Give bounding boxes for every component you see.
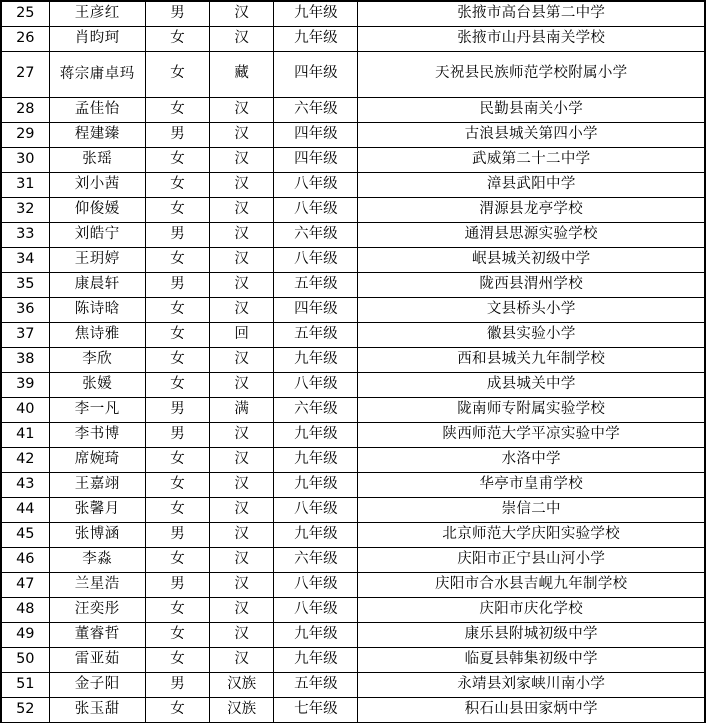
- table-row: [1, 697, 705, 722]
- cell-ethnicity: 汉: [210, 372, 274, 397]
- cell-name: 张博涵: [49, 522, 145, 547]
- cell-ethnicity: 汉: [210, 197, 274, 222]
- table-row: [1, 622, 705, 647]
- cell-grade: 六年级: [274, 397, 358, 422]
- cell-index: 33: [1, 222, 49, 247]
- cell-grade: 六年级: [274, 222, 358, 247]
- table-row: [1, 597, 705, 622]
- cell-ethnicity: 汉: [210, 647, 274, 672]
- table-row: [1, 372, 705, 397]
- cell-index: 37: [1, 322, 49, 347]
- cell-index: 51: [1, 672, 49, 697]
- cell-index: 31: [1, 172, 49, 197]
- cell-index: 30: [1, 147, 49, 172]
- cell-ethnicity: 汉: [210, 622, 274, 647]
- cell-school: 漳县武阳中学: [358, 172, 705, 197]
- cell-index: 39: [1, 372, 49, 397]
- table-row: [1, 26, 705, 51]
- table-row: [1, 397, 705, 422]
- cell-index: 50: [1, 647, 49, 672]
- cell-grade: 八年级: [274, 372, 358, 397]
- cell-index: 45: [1, 522, 49, 547]
- cell-grade: 四年级: [274, 51, 358, 97]
- cell-school: 天祝县民族师范学校附属小学: [358, 51, 705, 97]
- cell-sex: 女: [145, 472, 209, 497]
- cell-school: 积石山县田家炳中学: [358, 697, 705, 722]
- cell-index: 42: [1, 447, 49, 472]
- cell-grade: 八年级: [274, 197, 358, 222]
- cell-school: 陇南师专附属实验学校: [358, 397, 705, 422]
- cell-index: 40: [1, 397, 49, 422]
- cell-index: 43: [1, 472, 49, 497]
- cell-grade: 六年级: [274, 97, 358, 122]
- cell-school: 通渭县思源实验学校: [358, 222, 705, 247]
- cell-school: 水洛中学: [358, 447, 705, 472]
- cell-grade: 八年级: [274, 497, 358, 522]
- cell-grade: 八年级: [274, 572, 358, 597]
- cell-grade: 九年级: [274, 647, 358, 672]
- cell-ethnicity: 汉: [210, 522, 274, 547]
- cell-grade: 五年级: [274, 322, 358, 347]
- cell-sex: 女: [145, 26, 209, 51]
- table-body: [1, 1, 705, 722]
- cell-name: 焦诗雅: [49, 322, 145, 347]
- cell-grade: 六年级: [274, 547, 358, 572]
- cell-name: 李一凡: [49, 397, 145, 422]
- table-row: [1, 522, 705, 547]
- cell-grade: 九年级: [274, 447, 358, 472]
- cell-school: 民勤县南关小学: [358, 97, 705, 122]
- cell-grade: 九年级: [274, 26, 358, 51]
- cell-index: 52: [1, 697, 49, 722]
- cell-grade: 四年级: [274, 147, 358, 172]
- cell-ethnicity: 汉: [210, 447, 274, 472]
- table-row: [1, 297, 705, 322]
- cell-index: 32: [1, 197, 49, 222]
- table-row: [1, 347, 705, 372]
- cell-name: 仰俊媛: [49, 197, 145, 222]
- table-row: [1, 1, 705, 26]
- cell-ethnicity: 汉: [210, 572, 274, 597]
- cell-index: 26: [1, 26, 49, 51]
- table-row: [1, 472, 705, 497]
- cell-grade: 八年级: [274, 247, 358, 272]
- cell-sex: 女: [145, 172, 209, 197]
- cell-grade: 四年级: [274, 297, 358, 322]
- cell-grade: 四年级: [274, 122, 358, 147]
- table-row: [1, 422, 705, 447]
- table-row: [1, 172, 705, 197]
- cell-school: 武威第二十二中学: [358, 147, 705, 172]
- cell-index: 38: [1, 347, 49, 372]
- table-row: [1, 322, 705, 347]
- cell-sex: 女: [145, 197, 209, 222]
- cell-ethnicity: 回: [210, 322, 274, 347]
- table-row: [1, 672, 705, 697]
- cell-index: 36: [1, 297, 49, 322]
- cell-sex: 男: [145, 122, 209, 147]
- cell-ethnicity: 汉: [210, 347, 274, 372]
- cell-grade: 九年级: [274, 1, 358, 26]
- cell-name: 董睿哲: [49, 622, 145, 647]
- cell-name: 李书博: [49, 422, 145, 447]
- cell-school: 渭源县龙亭学校: [358, 197, 705, 222]
- cell-name: 李欣: [49, 347, 145, 372]
- cell-name: 康晨轩: [49, 272, 145, 297]
- cell-sex: 女: [145, 97, 209, 122]
- table-row: [1, 497, 705, 522]
- cell-ethnicity: 汉族: [210, 672, 274, 697]
- cell-school: 华亭市皇甫学校: [358, 472, 705, 497]
- cell-name: 蒋宗庸卓玛: [49, 51, 145, 97]
- cell-school: 庆阳市合水县吉岘九年制学校: [358, 572, 705, 597]
- cell-ethnicity: 汉: [210, 97, 274, 122]
- cell-index: 47: [1, 572, 49, 597]
- cell-sex: 男: [145, 672, 209, 697]
- cell-school: 北京师范大学庆阳实验学校: [358, 522, 705, 547]
- cell-grade: 九年级: [274, 622, 358, 647]
- cell-sex: 女: [145, 347, 209, 372]
- cell-school: 徽县实验小学: [358, 322, 705, 347]
- table-row: [1, 447, 705, 472]
- cell-index: 46: [1, 547, 49, 572]
- cell-ethnicity: 汉: [210, 422, 274, 447]
- cell-name: 程建臻: [49, 122, 145, 147]
- cell-grade: 五年级: [274, 672, 358, 697]
- cell-sex: 女: [145, 547, 209, 572]
- table-row: [1, 147, 705, 172]
- cell-sex: 女: [145, 297, 209, 322]
- cell-index: 44: [1, 497, 49, 522]
- cell-name: 张玉甜: [49, 697, 145, 722]
- cell-school: 崇信二中: [358, 497, 705, 522]
- cell-name: 兰星浩: [49, 572, 145, 597]
- cell-name: 汪奕彤: [49, 597, 145, 622]
- cell-school: 张掖市高台县第二中学: [358, 1, 705, 26]
- cell-index: 27: [1, 51, 49, 97]
- table-row: [1, 197, 705, 222]
- table-row: [1, 222, 705, 247]
- cell-ethnicity: 汉: [210, 297, 274, 322]
- cell-sex: 女: [145, 447, 209, 472]
- cell-school: 陇西县渭州学校: [358, 272, 705, 297]
- cell-sex: 男: [145, 422, 209, 447]
- cell-school: 西和县城关九年制学校: [358, 347, 705, 372]
- cell-index: 41: [1, 422, 49, 447]
- cell-grade: 九年级: [274, 522, 358, 547]
- cell-school: 庆阳市正宁县山河小学: [358, 547, 705, 572]
- cell-name: 席婉琦: [49, 447, 145, 472]
- cell-index: 29: [1, 122, 49, 147]
- cell-name: 陈诗晗: [49, 297, 145, 322]
- cell-school: 临夏县韩集初级中学: [358, 647, 705, 672]
- cell-name: 雷亚茹: [49, 647, 145, 672]
- cell-school: 永靖县刘家峡川南小学: [358, 672, 705, 697]
- cell-sex: 男: [145, 222, 209, 247]
- cell-sex: 女: [145, 322, 209, 347]
- cell-sex: 男: [145, 1, 209, 26]
- cell-name: 肖昀珂: [49, 26, 145, 51]
- cell-name: 李淼: [49, 547, 145, 572]
- cell-sex: 女: [145, 647, 209, 672]
- cell-ethnicity: 藏: [210, 51, 274, 97]
- cell-index: 35: [1, 272, 49, 297]
- cell-index: 28: [1, 97, 49, 122]
- cell-sex: 女: [145, 247, 209, 272]
- cell-index: 34: [1, 247, 49, 272]
- table-row: [1, 547, 705, 572]
- cell-sex: 女: [145, 497, 209, 522]
- cell-ethnicity: 汉: [210, 1, 274, 26]
- cell-ethnicity: 汉: [210, 172, 274, 197]
- cell-grade: 九年级: [274, 347, 358, 372]
- cell-ethnicity: 汉: [210, 222, 274, 247]
- table-row: [1, 97, 705, 122]
- cell-school: 康乐县附城初级中学: [358, 622, 705, 647]
- cell-school: 文县桥头小学: [358, 297, 705, 322]
- cell-school: 陕西师范大学平凉实验中学: [358, 422, 705, 447]
- cell-sex: 女: [145, 697, 209, 722]
- cell-sex: 女: [145, 147, 209, 172]
- cell-school: 岷县城关初级中学: [358, 247, 705, 272]
- cell-ethnicity: 汉: [210, 597, 274, 622]
- cell-sex: 女: [145, 51, 209, 97]
- cell-grade: 九年级: [274, 422, 358, 447]
- cell-name: 王嘉翊: [49, 472, 145, 497]
- cell-sex: 女: [145, 372, 209, 397]
- cell-sex: 男: [145, 272, 209, 297]
- table-row: [1, 647, 705, 672]
- cell-ethnicity: 汉族: [210, 697, 274, 722]
- cell-school: 古浪县城关第四小学: [358, 122, 705, 147]
- cell-sex: 男: [145, 572, 209, 597]
- table-row: [1, 247, 705, 272]
- cell-grade: 七年级: [274, 697, 358, 722]
- cell-name: 刘皓宁: [49, 222, 145, 247]
- cell-sex: 男: [145, 397, 209, 422]
- cell-name: 孟佳怡: [49, 97, 145, 122]
- cell-index: 25: [1, 1, 49, 26]
- cell-ethnicity: 汉: [210, 472, 274, 497]
- cell-ethnicity: 汉: [210, 497, 274, 522]
- cell-index: 48: [1, 597, 49, 622]
- table-row: [1, 51, 705, 97]
- table-row: [1, 572, 705, 597]
- cell-ethnicity: 满: [210, 397, 274, 422]
- cell-ethnicity: 汉: [210, 26, 274, 51]
- cell-school: 庆阳市庆化学校: [358, 597, 705, 622]
- cell-grade: 五年级: [274, 272, 358, 297]
- cell-sex: 女: [145, 622, 209, 647]
- cell-index: 49: [1, 622, 49, 647]
- table-row: [1, 122, 705, 147]
- cell-ethnicity: 汉: [210, 247, 274, 272]
- cell-ethnicity: 汉: [210, 122, 274, 147]
- cell-name: 刘小茜: [49, 172, 145, 197]
- cell-name: 张媛: [49, 372, 145, 397]
- cell-ethnicity: 汉: [210, 272, 274, 297]
- cell-name: 王玥婷: [49, 247, 145, 272]
- table-row: [1, 272, 705, 297]
- cell-sex: 女: [145, 597, 209, 622]
- cell-name: 张瑶: [49, 147, 145, 172]
- cell-name: 王彦红: [49, 1, 145, 26]
- cell-name: 金子阳: [49, 672, 145, 697]
- cell-grade: 八年级: [274, 172, 358, 197]
- cell-ethnicity: 汉: [210, 147, 274, 172]
- cell-school: 成县城关中学: [358, 372, 705, 397]
- cell-grade: 九年级: [274, 472, 358, 497]
- cell-grade: 八年级: [274, 597, 358, 622]
- cell-name: 张馨月: [49, 497, 145, 522]
- cell-school: 张掖市山丹县南关学校: [358, 26, 705, 51]
- cell-ethnicity: 汉: [210, 547, 274, 572]
- cell-sex: 男: [145, 522, 209, 547]
